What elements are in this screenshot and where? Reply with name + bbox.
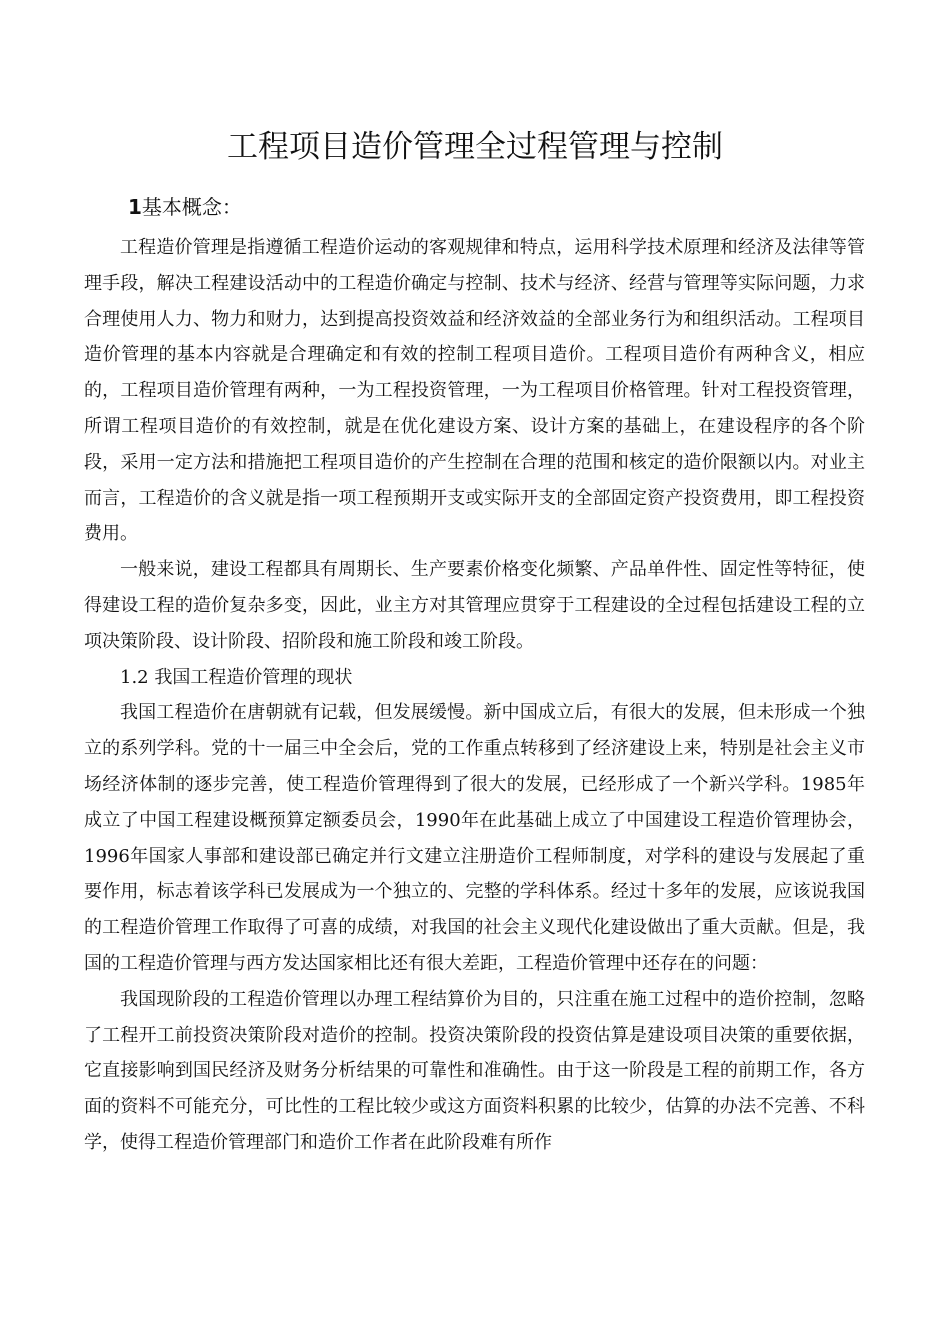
document-body [84, 230, 865, 1161]
paragraph-current-problems: 我国现阶段的工程造价管理以办理工程结算价为目的，只注重在施工过程中的造价控制，忽略了工程开工前投资决策阶段对造价的控制。投资决策阶段的投资估算是建设项目决策的重要依据，它直接影响到国民经济及财务分析结果的可靠性和准确性。由于这一阶段是工程的前期工作，各方面的资料不可能充分，可比性的工程比较少或这方面资料积累的比较少，估算的办法不完善、不科学，使得工程造价管理部门和造价工作者在此阶段难有所作 [84, 988, 865, 1153]
subsection-heading-current-status: 1.2 我国工程造价管理的现状 [120, 666, 353, 688]
paragraph-history: 我国工程造价在唐朝就有记载，但发展缓慢。新中国成立后，有很大的发展，但未形成一个独立的系列学科。党的十一届三中全会后，党的工作重点转移到了经济建设上来，特别是社会主义市场经济体制的逐步完善，使工程造价管理得到了很大的发展，已经形成了一个新兴学科。1985年成立了中国工程建设概预算定额委员会，1990年在此基础上成立了中国建设工程造价管理协会，1996年国家人事部和建设部已确定并行文建立注册造价工程师制度，对学科的建设与发展起了重要作用，标志着该学科已发展成为一个独立的、完整的学科体系。经过十多年的发展，应该说我国的工程造价管理工作取得了可喜的成绩，对我国的社会主义现代化建设做出了重大贡献。但是，我国的工程造价管理与西方发达国家相比还有很大差距，工程造价管理中还存在的问题： [84, 702, 865, 974]
section-label: 基本概念： [141, 195, 242, 219]
document-title: 工程项目造价管理全过程管理与控制 [227, 128, 723, 165]
paragraph-definition: 工程造价管理是指遵循工程造价运动的客观规律和特点，运用科学技术原理和经济及法律等管理手段，解决工程建设活动中的工程造价确定与控制、技术与经济、经营与管理等实际问题，力求合理使用人力、物力和财力，达到提高投资效益和经济效益的全部业务行为和组织活动。工程项目造价管理的基本内容就是合理确定和有效的控制工程项目造价。工程项目造价有两种含义，相应的，工程项目造价管理有两种，一为工程投资管理，一为工程项目价格管理。针对工程投资管理，所谓工程项目造价的有效控制，就是在优化建设方案、设计方案的基础上，在建设程序的各个阶段，采用一定方法和措施把工程项目造价的产生控制在合理的范围和核定的造价限额以内。对业主而言，工程造价的含义就是指一项工程预期开支或实际开支的全部固定资产投资费用，即工程投资费用。 [84, 237, 865, 545]
paragraph-general: 一般来说，建设工程都具有周期长、生产要素价格变化频繁、产品单件性、固定性等特征，使得建设工程的造价复杂多变，因此，业主方对其管理应贯穿于工程建设的全过程包括建设工程的立项决策阶段、设计阶段、招阶段和施工阶段和竣工阶段。 [84, 559, 865, 652]
section-number: 1 [128, 195, 142, 219]
section-heading-basic-concepts [128, 192, 242, 222]
